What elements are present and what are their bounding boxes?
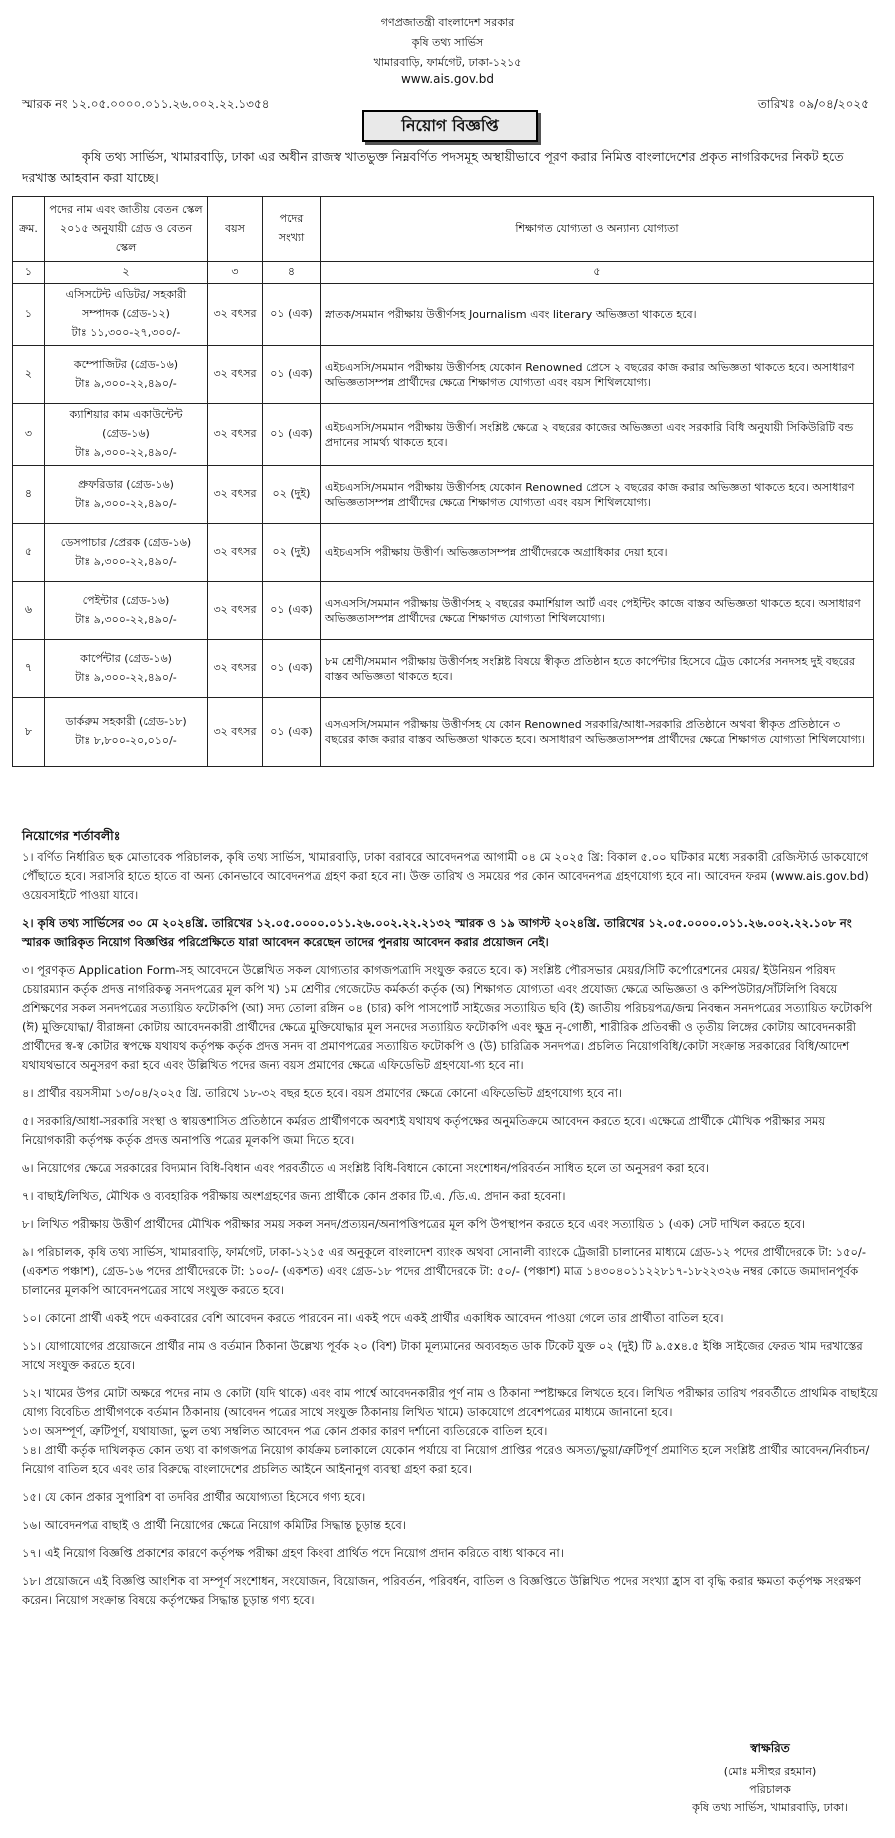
term-item: ১৬। আবেদনপত্র বাছাই ও প্রার্থী নিয়োগের ক্ষেত্রে নিয়োগ কমিটির সিদ্ধান্ত চূড়ান্ত হবে। — [22, 1518, 406, 1532]
row-post — [45, 698, 208, 767]
notice-date: তারিখঃ ০৯/০৪/২০২৫ — [757, 97, 869, 111]
row-age: ৩২ বৎসর — [208, 582, 263, 640]
post-name: ডেসপাচার /প্রেরক (গ্রেড-১৬) — [60, 535, 192, 549]
post-name: পেইন্টার (গ্রেড-১৬) — [82, 593, 170, 607]
post-name: এসিসটেন্ট এডিটর/ সহকারী সম্পাদক (গ্রেড-১২) — [65, 288, 187, 320]
row-count: ০১ (এক) — [263, 346, 321, 404]
pay-scale: টাঃ ৯,৩০০-২২,৪৯০/- — [75, 670, 177, 684]
table-row — [13, 582, 874, 640]
row-serial: ৭ — [13, 640, 45, 698]
terms-heading: নিয়োগের শর্তাবলীঃ — [22, 828, 121, 843]
row-age: ৩২ বৎসর — [208, 524, 263, 582]
pay-scale: টাঃ ৯,৩০০-২২,৪৯০/- — [75, 554, 177, 568]
pay-scale: টাঃ ৯,৩০০-২২,৪৯০/- — [75, 446, 177, 459]
row-serial: ৬ — [13, 582, 45, 640]
row-count: ০১ (এক) — [263, 640, 321, 698]
table-row — [13, 346, 874, 404]
term-item: ৫। সরকারি/আধা-সরকারি সংস্থা ও স্বায়ত্তশাসিত প্রতিষ্ঠানে কর্মরত প্রার্থীগণকে অবশ্যই যথাযথ কর্তৃপক্ষের অনুমতিক্রমে আবেদন করতে হবে। এক্ষেত্রে প্রার্থীকে মৌখিক পরীক্ষার সময় নিয়োগকারী কর্তৃপক্ষ কর্তৃক প্রদত্ত অনাপত্তি পত্রের মূলকপি জমা দিতে হবে। — [22, 1114, 826, 1147]
index-cell: ৪ — [263, 262, 321, 284]
row-age: ৩২ বৎসর — [208, 640, 263, 698]
row-age: ৩২ বৎসর — [208, 346, 263, 404]
row-count: ০১ (এক) — [263, 284, 321, 346]
table-row — [13, 524, 874, 582]
term-item: ১২। খামের উপর মোটা অক্ষরে পদের নাম ও কোটা (যদি থাকে) এবং বাম পার্শ্বে আবেদনকারীর পূর্ণ নাম ও ঠিকানা স্পষ্টাক্ষরে লিখতে হবে। লিখিত পরীক্ষার তারিখ পরবর্তীতে প্রাথমিক বাছাইয়ে যোগ্য বিবেচিত প্রার্থীগণকে বর্তমান ঠিকানায় (আবেদন পত্রের সাথে সংযুক্ত ঠিকানায় লিখিত খামে) ডাকযোগে প্রবেশপত্রের মাধ্যমে জানানো হবে। — [22, 1386, 878, 1419]
row-count: ০২ (দুই) — [263, 524, 321, 582]
row-qualification: এইচএসসি/সমমান পরীক্ষায় উত্তীর্ণসহ যেকোন Renowned প্রেসে ২ বছরের কাজ করার অভিজ্ঞতা থাকতে হবে। অসাধারণ অভিজ্ঞতাসম্পন্ন প্রার্থীদের ক্ষেত্রে শিক্ষাগত যোগ্যতা এবং বয়স শিথিলযোগ্য। — [321, 466, 874, 524]
row-post — [45, 466, 208, 524]
row-post — [45, 582, 208, 640]
table-row — [13, 466, 874, 524]
col-header-age: বয়স — [208, 197, 263, 262]
signatory-office: কৃষি তথ্য সার্ভিস, খামারবাড়ি, ঢাকা। — [692, 1801, 848, 1814]
row-age: ৩২ বৎসর — [208, 466, 263, 524]
table-index-row — [13, 262, 874, 284]
col-header-post: পদের নাম এবং জাতীয় বেতন স্কেল ২০১৫ অনুযায়ী গ্রেড ও বেতন স্কেল — [45, 197, 208, 262]
term-item: ১৩। অসম্পূর্ণ, ত্রুটিপূর্ণ, যথাযাজা, ভুল তথ্য সম্বলিত আবেদন পত্র কোন প্রকার কারণ দর্শানো ব্যতিরেকে বাতিল হবে। — [22, 1424, 548, 1438]
pay-scale: টাঃ ৯,৩০০-২২,৪৯০/- — [75, 612, 177, 626]
term-item: ৯। পরিচালক, কৃষি তথ্য সার্ভিস, খামারবাড়ি, ফার্মগেট, ঢাকা-১২১৫ এর অনুকূলে বাংলাদেশ ব্যাংক অথবা সোনালী ব্যাংকে ট্রেজারী চালানের মাধ্যমে গ্রেড-১২ পদের প্রার্থীদেরকে টা: ১৫০/- (একশত পঞ্চাশ), গ্রেড-১৬ পদের প্রার্থীদেরকে টা: ১০০/- (একশত) এবং গ্রেড-১৮ পদের প্রার্থীদেরকে টা: ৫০/- (পঞ্চাশ) মাত্র ১৪৩০৪০১১২২৮১৭-১৮২২৩২৬ নম্বর কোডে জমাদানপূর্বক চালানের মূলকপি আবেদনপত্রের সাথে সংযুক্ত করতে হবে। — [22, 1245, 867, 1297]
term-item: ৭। বাছাই/লিখিত, মৌখিক ও ব্যবহারিক পরীক্ষায় অংশগ্রহণের জন্য প্রার্থীকে কোন প্রকার টি.এ. /ডি.এ. প্রদান করা হবেনা। — [22, 1189, 566, 1203]
term-item: ৩। পূরণকৃত Application Form-সহ আবেদনে উল্লেখিত সকল যোগ্যতার কাগজপত্রাদি সংযুক্ত করতে হবে। ক) সংশ্লিষ্ট পৌরসভার মেয়র/সিটি কর্পোরেশনের মেয়র/ ইউনিয়ন পরিষদ চেয়ারম্যান কর্তৃক প্রদত্ত নাগরিকত্ব সনদপত্রের মূল কপি খ) ১ম শ্রেণীর গেজেটেড কর্মকর্তা কর্তৃক (অ) শিক্ষাগত যোগ্যতা এবং প্রযোজ্য ক্ষেত্রে অভিজ্ঞতা ও কম্পিউটার/সাঁটলিপি বিষয়ে প্রশিক্ষণের সকল সনদপত্রের সত্যায়িত ফটোকপি (আ) সদ্য তোলা রঙ্গিন ০৪ (চার) কপি পাসপোর্ট সাইজের সত্যায়িত ছবি (ই) জাতীয় পরিচয়পত্র/জন্ম নিবন্ধন সনদপত্রের সত্যায়িত ফটোকপি (ঈ) মুক্তিযোদ্ধা/ বীরাঙ্গনা কোটায় আবেদনকারী প্রার্থীদের ক্ষেত্রে মুক্তিযোদ্ধার মূল সনদের সত্যায়িত ফটোকপি এবং ক্ষুদ্র নৃ-গোষ্ঠী, শারীরিক প্রতিবন্ধী ও তৃতীয় লিঙ্গের কোটায় আবেদনকারী প্রার্থীদের স্ব-স্ব কোটার স্বপক্ষে যথাযথ কর্তৃপক্ষ কর্তৃক প্রদত্ত সনদ বা প্রমাণপত্রের সত্যায়িত ফটোকপি ও (উ) চারিত্রিক সনদপত্র। প্রচলিত নিয়োগবিধি/কোটা সংক্রান্ত সরকারের বিধি/আদেশ যথাযথভাবে অনুসরণ করা হবে এবং উল্লিখিত পদের জন্য বয়স প্রমাণের ক্ষেত্রে এফিডেভিট গ্রহণযো-গ্য হবে না। — [22, 963, 873, 1072]
row-post — [45, 524, 208, 582]
row-post — [45, 284, 208, 346]
term-item: ১৫। যে কোন প্রকার সুপারিশ বা তদবির প্রার্থীর অযোগ্যতা হিসেবে গণ্য হবে। — [22, 1490, 366, 1504]
table-header-row — [13, 197, 874, 262]
post-name: কার্পেন্টার (গ্রেড-১৬) — [80, 651, 172, 665]
pay-scale: টাঃ ৯,৩০০-২২,৪৯০/- — [75, 496, 177, 510]
row-qualification: ৮ম শ্রেণী/সমমান পরীক্ষায় উত্তীর্ণসহ সংশ্লিষ্ট বিষয়ে স্বীকৃত প্রতিষ্ঠান হতে কার্পেন্টার হিসেবে ট্রেড কোর্সের সনদসহ দুই বছরের বাস্তব অভিজ্ঞতা থাকতে হবে। — [321, 640, 874, 698]
row-serial: ৪ — [13, 466, 45, 524]
pay-scale: টাঃ ৮,৮০০-২০,০১০/- — [75, 734, 177, 747]
office-address: খামারবাড়ি, ফার্মগেট, ঢাকা-১২১৫ — [373, 56, 522, 69]
index-cell: ৫ — [321, 262, 874, 284]
row-count: ০২ (দুই) — [263, 466, 321, 524]
post-name: ক্যাশিয়ার কাম একাউন্টেন্ট (গ্রেড-১৬) — [69, 408, 183, 440]
post-name: ডার্করুম সহকারী (গ্রেড-১৮) — [65, 715, 187, 728]
term-item: ৮। লিখিত পরীক্ষায় উত্তীর্ণ প্রার্থীদের মৌখিক পরীক্ষার সময় সকল সনদ/প্রত্যয়ন/অনাপত্তিপত্রের মূল কপি উপস্থাপন করতে হবে এবং সত্যায়িত ১ (এক) সেট দাখিল করতে হবে। — [22, 1217, 806, 1231]
term-item: ১। বর্ণিত নির্ধারিত ছক মোতাবেক পরিচালক, কৃষি তথ্য সার্ভিস, খামারবাড়ি, ঢাকা বরাবরে আবেদনপত্র আগামী ০৪ মে ২০২৫ খ্রি: বিকাল ৫.০০ ঘটিকার মধ্যে সরকারী রেজিস্টার্ড ডাকযোগে পৌঁছাতে হবে। সরাসরি হাতে হাতে বা অন্য কোনভাবে আবেদনপত্র গ্রহণ করা হবে না। উক্ত তারিখ ও সময়ের পর কোন আবেদনপত্র গ্রহণযোগ্য হবে না। আবেদন ফরম (www.ais.gov.bd) ওয়েবসাইটে পাওয়া যাবে। — [22, 850, 869, 902]
col-header-count: পদের সংখ্যা — [263, 197, 321, 262]
pay-scale: টাঃ ১১,৩০০-২৭,৩০০/- — [71, 326, 181, 339]
term-item: ১৪। প্রার্থী কর্তৃক দাখিলকৃত কোন তথ্য বা কাগজপত্র নিয়োগ কার্যক্রম চলাকালে যেকোন পর্যায়ে বা নিয়োগ প্রাপ্তির পরেও অসত্য/ভুয়া/ত্রুটিপূর্ণ প্রমাণিত হলে সংশ্লিষ্ট প্রার্থীর আবেদন/নির্বাচন/নিয়োগ বাতিল হবে এবং তার বিরুদ্ধে বাংলাদেশের প্রচলিত আইনে আইনানুগ ব্যবস্থা গ্রহণ করা হবে। — [22, 1443, 870, 1476]
row-serial: ৫ — [13, 524, 45, 582]
memo-number: স্মারক নং ১২.০৫.০০০০.০১১.২৬.০০২.২২.১৩৫৪ — [22, 97, 270, 111]
row-qualification: এসএসসি/সমমান পরীক্ষায় উত্তীর্ণসহ যে কোন Renowned সরকারি/আধা-সরকারি প্রতিষ্ঠানে অথবা স্বীকৃত প্রতিষ্ঠানে ৩ বছরের কাজ করার বাস্তব অভিজ্ঞতা থাকতে হবে। অসাধারণ অভিজ্ঞতাসম্পন্ন প্রার্থীদের ক্ষেত্রে শিক্ষাগত যোগ্যতা শিথিলযোগ্য। — [321, 698, 874, 767]
term-item: ১১। যোগাযোগের প্রয়োজনে প্রার্থীর নাম ও বর্তমান ঠিকানা উল্লেখ্য পূর্বক ২০ (বিশ) টাকা মূল্যমানের অব্যবহৃত ডাক টিকেট যুক্ত ০২ (দুই) টি ৯.৫x৪.৫ ইঞ্চি সাইজের ফেরত খাম দরখাস্তের সাথে সংযুক্ত করতে হবে। — [22, 1339, 863, 1372]
table-row — [13, 284, 874, 346]
posts-table — [12, 196, 874, 767]
term-item: ৬। নিয়োগের ক্ষেত্রে সরকারের বিদ্যমান বিধি-বিধান এবং পরবর্তীতে এ সংশ্লিষ্ট বিধি-বিধানে কোনো সংশোধন/পরিবর্তন সাধিত হলে তা অনুসরণ করা হবে। — [22, 1161, 710, 1175]
row-serial: ১ — [13, 284, 45, 346]
index-cell: ২ — [45, 262, 208, 284]
row-age: ৩২ বৎসর — [208, 698, 263, 767]
website-link[interactable]: www.ais.gov.bd — [400, 72, 495, 86]
index-cell: ১ — [13, 262, 45, 284]
term-item: ২। কৃষি তথ্য সার্ভিসের ৩০ মে ২০২৪খ্রি. তারিখের ১২.০৫.০০০০.০১১.২৬.০০২.২২.২১৩২ স্মারক ও ১৯ আগস্ট ২০২৪খ্রি. তারিখের ১২.০৫.০০০০.০১১.২৬.০০২.২২.১০৮ নং স্মারক জারিকৃত নিয়োগ বিজ্ঞপ্তির পরিপ্রেক্ষিতে যারা আবেদন করেছেন তাদের পুনরায় আবেদন করার প্রয়োজন নেই। — [22, 916, 852, 949]
term-item: ৪। প্রার্থীর বয়সসীমা ১৩/০৪/২০২৫ খ্রি. তারিখে ১৮-৩২ বছর হতে হবে। বয়স প্রমাণের ক্ষেত্রে কোনো এফিডেভিট গ্রহণযোগ্য হবে না। — [22, 1086, 623, 1100]
row-age: ৩২ বৎসর — [208, 284, 263, 346]
signed-label: স্বাক্ষরিত — [750, 1741, 790, 1755]
signatory-designation: পরিচালক — [749, 1783, 791, 1796]
office-name: কৃষি তথ্য সার্ভিস — [411, 36, 484, 49]
row-serial: ৩ — [13, 404, 45, 466]
term-item: ১০। কোনো প্রার্থী একই পদে একবারের বেশি আবেদন করতে পারবেন না। একই পদে একই প্রার্থীর একাধিক আবেদন পাওয়া গেলে তার প্রার্থীতা বাতিল হবে। — [22, 1311, 724, 1325]
row-count: ০১ (এক) — [263, 404, 321, 466]
row-post — [45, 346, 208, 404]
terms-list — [22, 848, 880, 1619]
row-count: ০১ (এক) — [263, 582, 321, 640]
term-item: ১৭। এই নিয়োগ বিজ্ঞপ্তি প্রকাশের কারণে কর্তৃপক্ষ পরীক্ষা গ্রহণ কিংবা প্রার্থিত পদে নিয়োগ প্রদান করিতে বাধ্য থাকবে না। — [22, 1546, 564, 1560]
col-header-serial: ক্রম. — [13, 197, 45, 262]
table-row — [13, 640, 874, 698]
signatory-name: (মোঃ মসীহুর রহমান) — [723, 1765, 817, 1778]
row-age: ৩২ বৎসর — [208, 404, 263, 466]
pay-scale: টাঃ ৯,৩০০-২২,৪৯০/- — [75, 376, 177, 390]
row-post — [45, 640, 208, 698]
col-header-qualification: শিক্ষাগত যোগ্যতা ও অন্যান্য যোগ্যতা — [321, 197, 874, 262]
post-name: কম্পোজিটর (গ্রেড-১৬) — [73, 357, 179, 371]
govt-header: গণপ্রজাতন্ত্রী বাংলাদেশ সরকার — [380, 16, 515, 29]
row-qualification: এইচএসসি/সমমান পরীক্ষায় উত্তীর্ণ। সংশ্লিষ্ট ক্ষেত্রে ২ বছরের কাজের অভিজ্ঞতা এবং সরকারি বিধি অনুযায়ী সিকিউরিটি বন্ড প্রদানের সামর্থ্য থাকতে হবে। — [321, 404, 874, 466]
table-row — [13, 698, 874, 767]
table-row — [13, 404, 874, 466]
row-qualification: এইচএসসি পরীক্ষায় উত্তীর্ণ। অভিজ্ঞতাসম্পন্ন প্রার্থীদেরকে অগ্রাধিকার দেয়া হবে। — [321, 524, 874, 582]
post-name: প্রুফরিডার (গ্রেড-১৬) — [78, 477, 174, 491]
row-post — [45, 404, 208, 466]
intro-paragraph: কৃষি তথ্য সার্ভিস, খামারবাড়ি, ঢাকা এর অধীন রাজস্ব খাতভুক্ত নিম্নবর্ণিত পদসমূহ অস্থায়ীভাবে পূরণ করার নিমিত্ত বাংলাদেশের প্রকৃত নাগরিকদের নিকট হতে দরখাস্ত আহবান করা যাচ্ছে। — [22, 149, 844, 185]
notice-title: নিয়োগ বিজ্ঞপ্তি — [362, 110, 538, 142]
row-qualification: স্নাতক/সমমান পরীক্ষায় উত্তীর্ণসহ Journalism এবং literary অভিজ্ঞতা থাকতে হবে। — [321, 284, 874, 346]
row-qualification: এসএসসি/সমমান পরীক্ষায় উত্তীর্ণসহ ২ বছরের কমার্শিয়াল আর্ট এবং পেইন্টিং কাজে বাস্তব অভিজ্ঞতা থাকতে হবে। অসাধারণ অভিজ্ঞতাসম্পন্ন প্রার্থীদের ক্ষেত্রে শিক্ষাগত যোগ্যতা শিথিলযোগ্য। — [321, 582, 874, 640]
row-serial: ৮ — [13, 698, 45, 767]
row-serial: ২ — [13, 346, 45, 404]
row-count: ০১ (এক) — [263, 698, 321, 767]
term-item: ১৮। প্রয়োজনে এই বিজ্ঞপ্তি আংশিক বা সম্পূর্ণ সংশোধন, সংযোজন, বিয়োজন, পরিবর্তন, পরিবর্ধন, বাতিল ও বিজ্ঞপ্তিতে উল্লিখিত পদের সংখ্যা হ্রাস বা বৃদ্ধি করার ক্ষমতা কর্তৃপক্ষ সংরক্ষণ করেন। নিয়োগ সংক্রান্ত বিষয়ে কর্তৃপক্ষের সিদ্ধান্ত চূড়ান্ত গণ্য হবে। — [22, 1574, 861, 1607]
row-qualification: এইচএসসি/সমমান পরীক্ষায় উত্তীর্ণসহ যেকোন Renowned প্রেসে ২ বছরের কাজ করার অভিজ্ঞতা থাকতে হবে। অসাধারণ অভিজ্ঞতাসম্পন্ন প্রার্থীদের ক্ষেত্রে শিক্ষাগত যোগ্যতা এবং বয়স শিথিলযোগ্য। — [321, 346, 874, 404]
index-cell: ৩ — [208, 262, 263, 284]
